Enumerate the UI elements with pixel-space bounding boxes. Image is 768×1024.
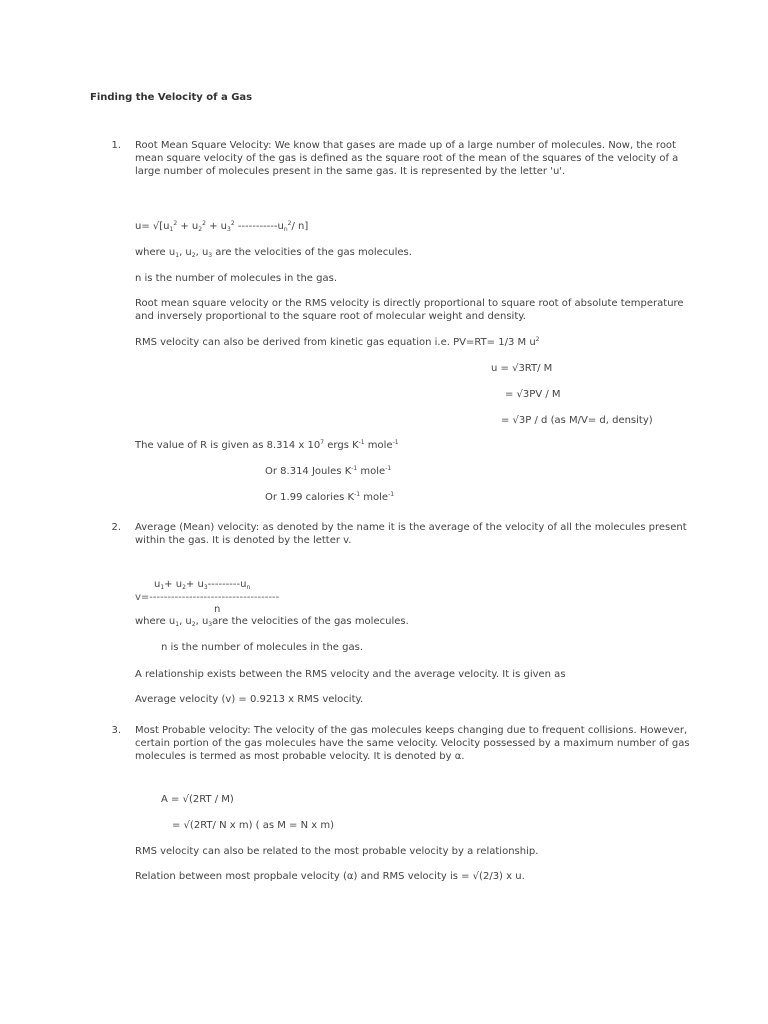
section-1-number: 1. xyxy=(111,140,121,151)
section-1-n-line: n is the number of molecules in the gas. xyxy=(135,273,337,284)
r-value-joules: Or 8.314 Joules $K^{-1}$ mole$^{-1}$ xyxy=(265,465,392,477)
section-1-intro: Root Mean Square Velocity: We know that gases are made up of a large number of molecules. Now, the root mean square velocity of the gas is defined as the square root of the mean of the squares of the velocity of a large number of molecules present in the same gas. It is represented by the letter 'u'. xyxy=(135,140,679,177)
probable-equation-1: A = √(2RT / M) xyxy=(161,794,234,805)
r-value-ergs: The value of R is given as 8.314 x $10^7$ ergs $K^{-1}$ mole$^{-1}$ xyxy=(135,439,399,451)
section-3-number: 3. xyxy=(111,725,121,736)
average-denominator: n xyxy=(214,604,221,615)
document-title: Finding the Velocity of a Gas xyxy=(90,92,253,103)
section-2-number: 2. xyxy=(111,522,121,533)
section-1-kinetic: RMS velocity can also be derived from kinetic gas equation i.e. PV=RT= 1/3 M $u^2$ xyxy=(135,336,540,348)
section-3-rms-relation: RMS velocity can also be related to the most probable velocity by a relationship. xyxy=(135,846,539,857)
r-value-calories: Or 1.99 calories $K^{-1}$ mole$^{-1}$ xyxy=(265,491,395,503)
section-1-proportional: Root mean square velocity or the RMS velocity is directly proportional to square root of absolute temperature and inversely proportional to the square root of molecular weight and density. xyxy=(135,298,684,322)
average-numerator: $u_1+ u_2+ u_3---------u_n$ xyxy=(154,579,251,591)
section-3-intro: Most Probable velocity: The velocity of the gas molecules keeps changing due to frequent collisions. However, certain portion of the gas molecules have the same velocity. Velocity possessed by a maximum number of gas molecules is termed as most probable velocity. It is denoted by α. xyxy=(135,725,690,762)
section-2-intro: Average (Mean) velocity: as denoted by the name it is the average of the velocity of all the molecules present within the gas. It is denoted by the letter v. xyxy=(135,522,687,546)
rms-equation-1: u = √3RT/ M xyxy=(491,363,553,374)
rms-equation-3: = √3P / d (as M/V= d, density) xyxy=(501,415,653,426)
probable-equation-2: = √(2RT/ N x m) ( as M = N x m) xyxy=(172,820,335,831)
section-1-where: where $u_1$, $u_2$, $u_3$ are the velocities of the gas molecules. xyxy=(135,247,412,259)
rms-formula: $u= √[u_1^2 + u_2^2 + u_3^2$ $-----------u_n^2/$ n] xyxy=(135,220,309,233)
rms-equation-2: = √3PV / M xyxy=(505,389,561,400)
average-fraction-line: v=------------------------------------ xyxy=(135,592,280,603)
section-2-n-line: n is the number of molecules in the gas. xyxy=(161,642,363,653)
section-2-relationship: A relationship exists between the RMS velocity and the average velocity. It is given as xyxy=(135,669,566,680)
section-3-relation: Relation between most propbale velocity (α) and RMS velocity is = √(2/3) x u. xyxy=(135,871,525,882)
section-2-where: where $u_1$, $u_2$, $u_3are$ the velocities of the gas molecules. xyxy=(135,616,409,628)
average-velocity-equation: Average velocity (v) = 0.9213 x RMS velocity. xyxy=(135,694,364,705)
